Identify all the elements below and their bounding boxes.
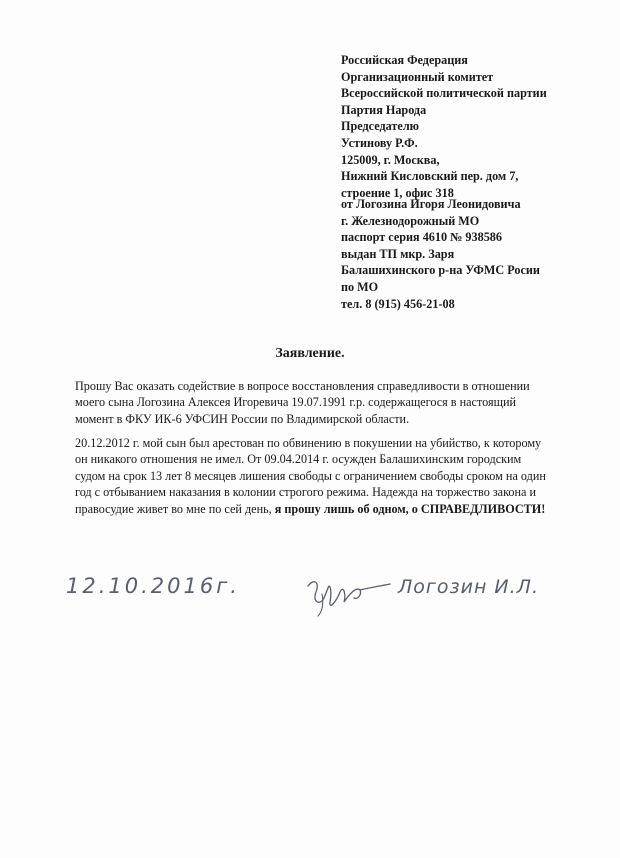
recipient-line: Организационный комитет: [341, 69, 494, 84]
recipient-line: Председателю: [341, 119, 419, 134]
recipient-line: Партия Народа: [341, 102, 427, 117]
paragraph-line: Прошу Вас оказать содействие в вопросе восстановления справедливости в отношении: [75, 379, 530, 393]
recipient-line: Устинову Р.Ф.: [341, 135, 418, 150]
document-title: Заявление.: [275, 346, 345, 361]
signature-scribble: [300, 572, 392, 618]
sender-line: по МО: [341, 279, 379, 294]
sender-line: от Логозина Игоря Леонидовича: [341, 197, 521, 211]
recipient-line: 125009, г. Москва,: [341, 152, 440, 167]
final-line-text: правосудие живет во мне по сей день,: [75, 501, 275, 516]
sender-line: паспорт серия 4610 № 938586: [341, 230, 502, 245]
sender-line: тел. 8 (915) 456-21-08: [341, 296, 455, 311]
paragraph-line: момент в ФКУ ИК-6 УФСИН России по Владимирской области.: [75, 411, 410, 426]
recipient-line: Российская Федерация: [341, 53, 468, 67]
recipient-line: Нижний Кисловский пер. дом 7,: [341, 169, 519, 184]
paragraph-line: судом на срок 13 лет 8 месяцев лишения свободы с ограничением свободы сроком на один: [75, 468, 546, 483]
sender-line: выдан ТП мкр. Заря: [341, 246, 455, 261]
justice-plea: я прошу лишь об одном, о СПРАВЕДЛИВОСТИ!: [274, 501, 546, 516]
sender-line: г. Железнодорожный МО: [341, 213, 480, 228]
paragraph-details: [75, 435, 565, 517]
recipient-line: Всероссийской политической партии: [341, 86, 547, 101]
paragraph-line: он никакого отношения не имел. От 09.04.2014 г. осужден Балашихинским городским: [75, 452, 522, 467]
paragraph-line-final: [75, 501, 565, 517]
paragraph-line: моего сына Логозина Алексея Игоревича 19.07.1991 г.р. содержащегося в настоящий: [75, 395, 517, 410]
paragraph-line: год с отбыванием наказания в колонии строгого режима. Надежда на торжество закона и: [75, 485, 536, 500]
handwritten-name: Логозин И.Л.: [398, 576, 540, 598]
paragraph-request: [75, 378, 565, 427]
paragraph-line: 20.12.2012 г. мой сын был арестован по обвинению в покушении на убийство, к которому: [75, 436, 542, 450]
sender-line: Балашихинского р-на УФМС Росии: [341, 263, 540, 278]
recipient-line: строение 1, офис 318: [341, 185, 454, 200]
recipient-address-block: [341, 52, 547, 201]
handwritten-date: 12.10.2016г.: [66, 574, 240, 598]
sender-address-block: [341, 196, 540, 312]
